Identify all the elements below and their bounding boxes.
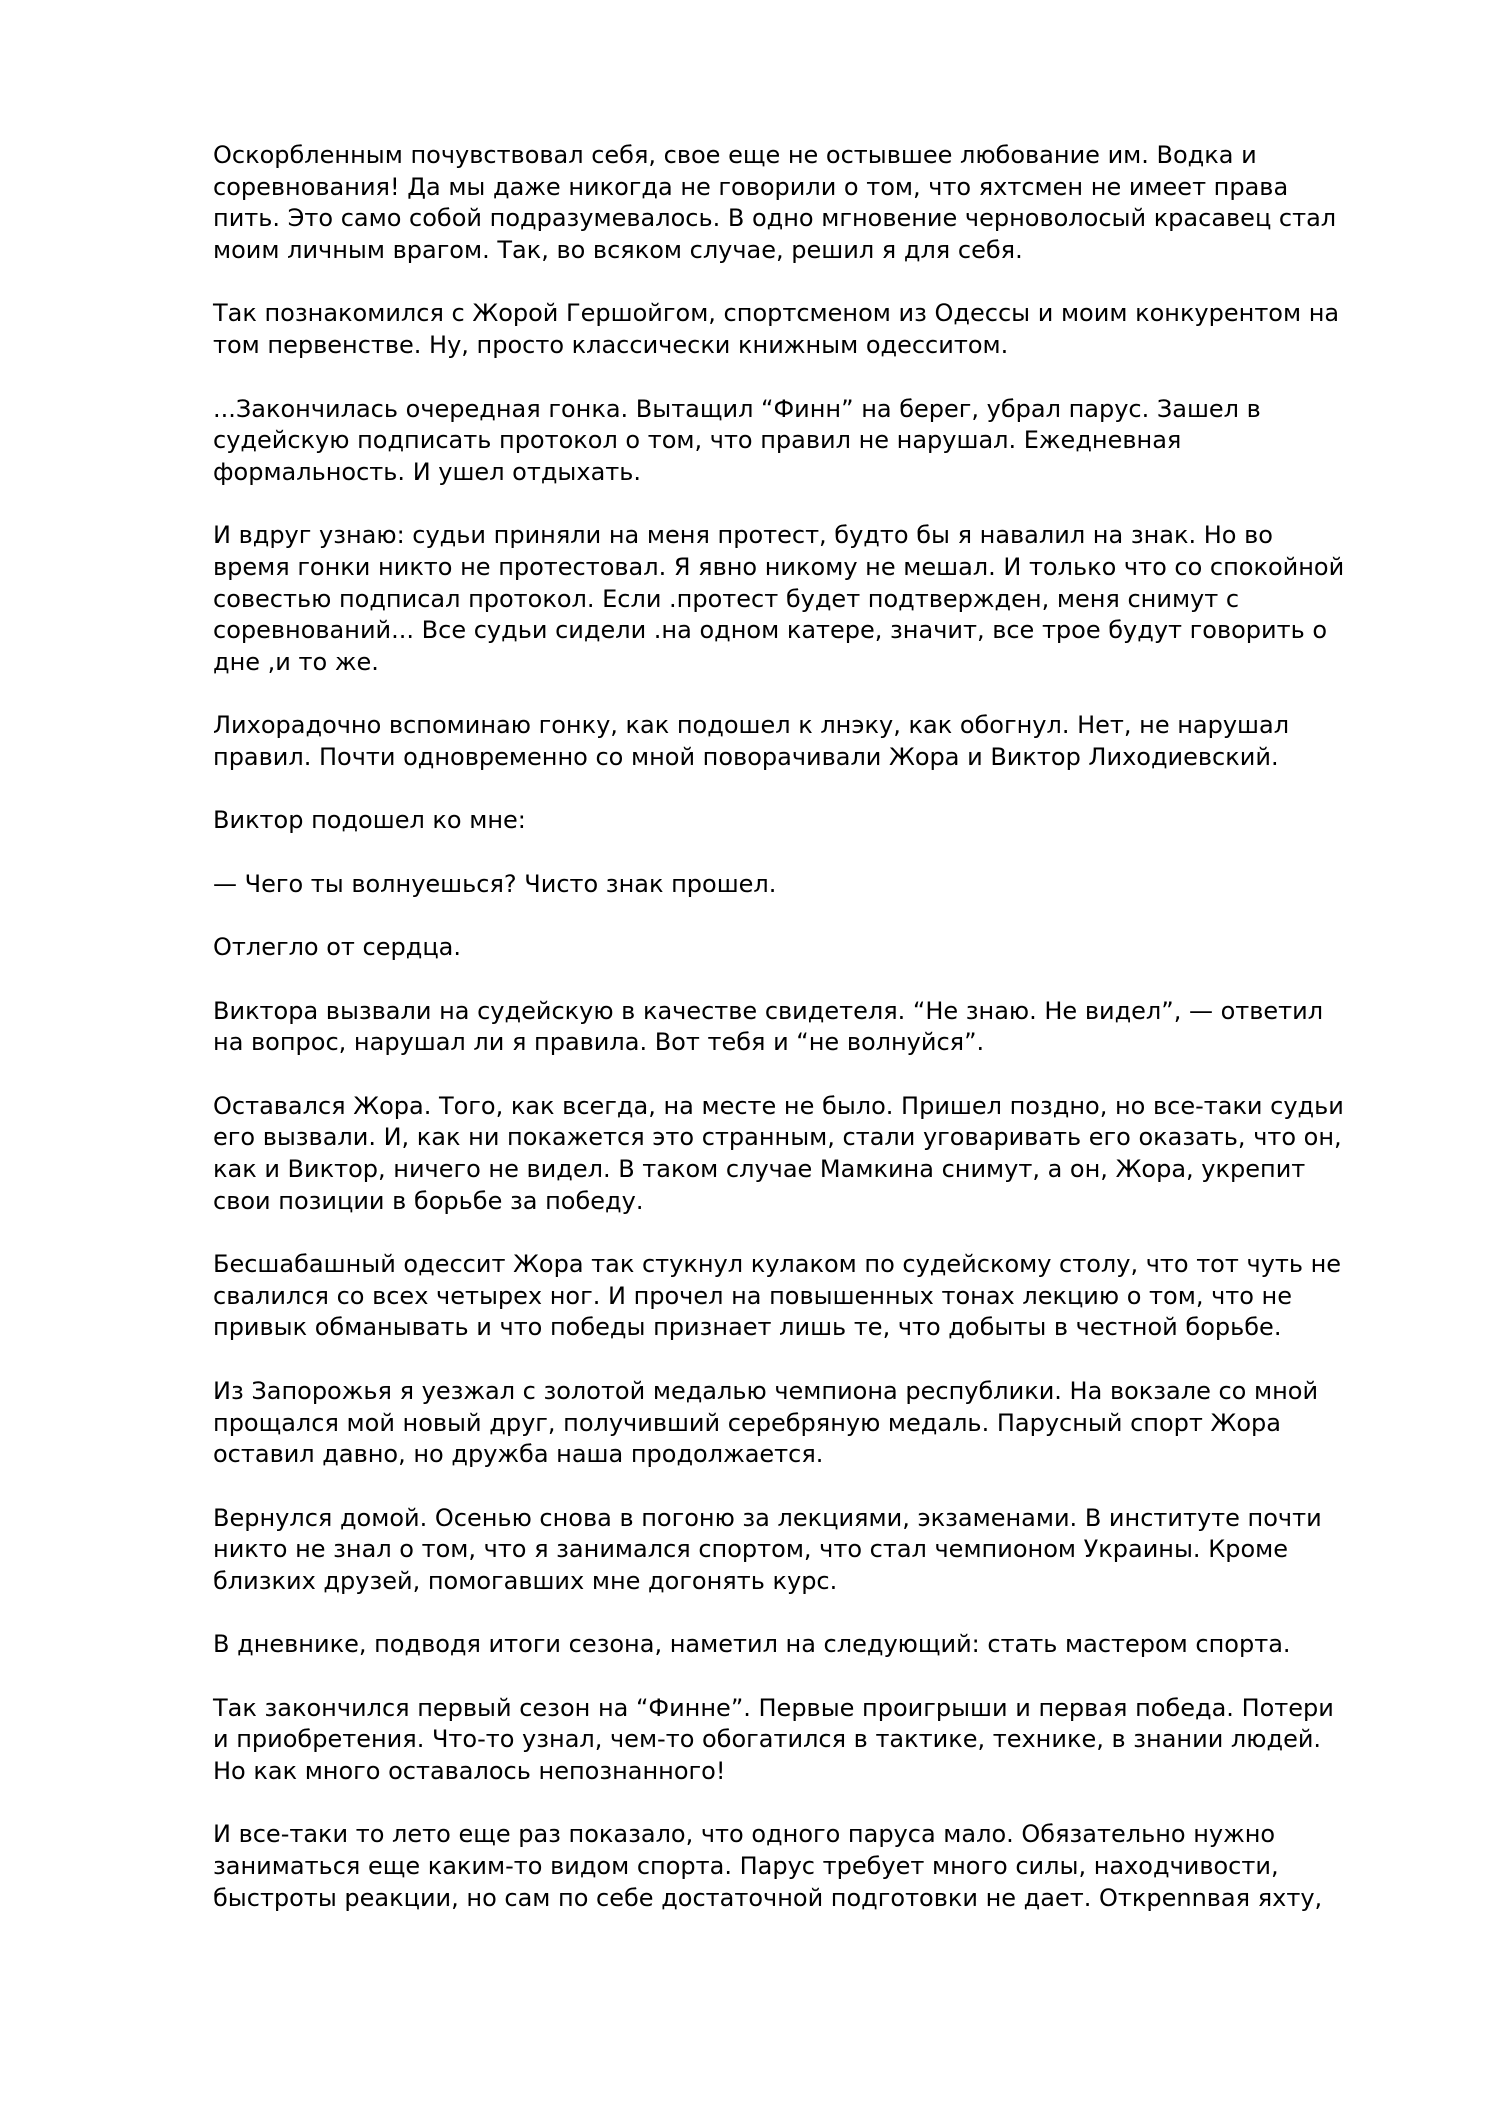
text-line: — Чего ты волнуешься? Чисто знак прошел. — [213, 869, 777, 898]
text-line: Отлегло от сердца. — [213, 933, 461, 962]
paragraph-13 — [213, 1503, 1393, 1598]
paragraph-12 — [213, 1376, 1393, 1471]
text-line: том первенстве. Ну, просто классически книжным одесситом. — [213, 331, 1009, 360]
document-page — [213, 140, 1393, 1946]
text-line: В дневнике, подводя итоги сезона, наметил на следующий: стать мастером спорта. — [213, 1630, 1291, 1659]
paragraph-14 — [213, 1629, 1393, 1661]
paragraph-9 — [213, 996, 1393, 1059]
paragraph-4 — [213, 520, 1393, 678]
text-line: И вдруг узнаю: судьи приняли на меня протест, будто бы я навалил на знак. Но во — [213, 521, 1273, 550]
text-line: Из Запорожья я уезжал с золотой медалью чемпиона республики. На вокзале со мной — [213, 1376, 1319, 1405]
text-line: соревнования! Да мы даже никогда не говорили о том, что яхтсмен не имеет права — [213, 172, 1289, 201]
paragraph-5 — [213, 710, 1393, 773]
text-line: И все-таки то лето еще раз показало, что одного паруса мало. Обязательно нужно — [213, 1820, 1276, 1849]
text-line: как и Виктор, ничего не видел. В таком случае Мамкина снимут, а он, Жора, укрепит — [213, 1155, 1306, 1183]
paragraph-7-dialogue — [213, 869, 1393, 901]
text-line: формальность. И ушел отдыхать. — [213, 457, 642, 486]
text-line: совестью подписал протокол. Если .протест будет подтвержден, меня снимут с — [213, 584, 1240, 613]
text-line: Оскорбленным почувствовал себя, свое еще не остывшее любование им. Водка и — [213, 141, 1257, 169]
paragraph-2 — [213, 298, 1393, 361]
text-line: свои позиции в борьбе за победу. — [213, 1186, 644, 1215]
paragraph-11 — [213, 1249, 1393, 1344]
text-line: судейскую подписать протокол о том, что правил не нарушал. Ежедневная — [213, 426, 1182, 455]
text-line: прощался мой новый друг, получивший серебряную медаль. Парусный спорт Жора — [213, 1408, 1281, 1437]
paragraph-10 — [213, 1091, 1393, 1218]
text-line: близких друзей, помогавших мне догонять курс. — [213, 1566, 838, 1595]
text-line: правил. Почти одновременно со мной поворачивали Жора и Виктор Лиходиевский. — [213, 743, 1279, 772]
text-line: Так познакомился с Жорой Гершойгом, спортсменом из Одессы и моим конкурентом на — [213, 299, 1340, 328]
text-line: свалился со всех четырех ног. И прочел на повышенных тонах лекцию о том, что не — [213, 1281, 1293, 1310]
paragraph-1 — [213, 140, 1393, 267]
text-line: время гонки никто не протестовал. Я явно никому не мешал. И только что со спокойной — [213, 552, 1345, 581]
text-line: Лихорадочно вспоминаю гонку, как подошел к лнэку, как обогнул. Нет, не нарушал — [213, 711, 1290, 740]
paragraph-6 — [213, 805, 1393, 837]
paragraph-16 — [213, 1819, 1393, 1914]
text-line: его вызвали. И, как ни покажется это странным, стали уговаривать его оказать, что он, — [213, 1123, 1342, 1152]
text-line: никто не знал о том, что я занимался спортом, что стал чемпионом Украины. Кроме — [213, 1535, 1289, 1564]
text-line: ...Закончилась очередная гонка. Вытащил “Финн” на берег, убрал парус. Зашел в — [213, 394, 1261, 423]
text-line: Виктор подошел ко мне: — [213, 806, 526, 835]
text-line: привык обманывать и что победы признает лишь те, что добыты в честной борьбе. — [213, 1313, 1282, 1342]
text-line: Вернулся домой. Осенью снова в погоню за лекциями, экзаменами. В институте почти — [213, 1503, 1322, 1532]
text-line: заниматься еще каким-то видом спорта. Парус требует много силы, находчивости, — [213, 1852, 1279, 1881]
text-line: Оставался Жора. Того, как всегда, на месте не было. Пришел поздно, но все-таки судьи — [213, 1091, 1344, 1120]
text-line: Так закончился первый сезон на “Финне”. Первые проигрыши и первая победа. Потери — [213, 1693, 1334, 1722]
text-line: соревнований... Все судьи сидели .на одном катере, значит, все трое будут говорить о — [213, 616, 1328, 645]
text-line: и приобретения. Что-то узнал, чем-то обогатился в тактике, технике, в знании людей. — [213, 1725, 1322, 1754]
paragraph-8 — [213, 932, 1393, 964]
text-line: Но как много оставалось непознанного! — [213, 1757, 726, 1786]
text-line: Виктора вызвали на судейскую в качестве свидетеля. “Не знаю. Не видел”, — ответил — [213, 996, 1324, 1025]
paragraph-3 — [213, 394, 1393, 489]
text-line: Бесшабашный одессит Жора так стукнул кулаком по судейскому столу, что тот чуть не — [213, 1250, 1342, 1279]
text-line: пить. Это само собой подразумевалось. В одно мгновение черноволосый красавец стал — [213, 204, 1337, 233]
text-line: оставил давно, но дружба наша продолжается. — [213, 1440, 824, 1469]
text-line: на вопрос, нарушал ли я правила. Вот тебя и “не волнуйся”. — [213, 1028, 985, 1057]
text-line: дне ,и то же. — [213, 648, 379, 676]
text-line: моим личным врагом. Так, во всяком случае, решил я для себя. — [213, 236, 1023, 265]
paragraph-15 — [213, 1693, 1393, 1788]
text-line: быстроты реакции, но сам по себе достаточной подготовки не дает. Открennвая яхту, — [213, 1883, 1323, 1912]
